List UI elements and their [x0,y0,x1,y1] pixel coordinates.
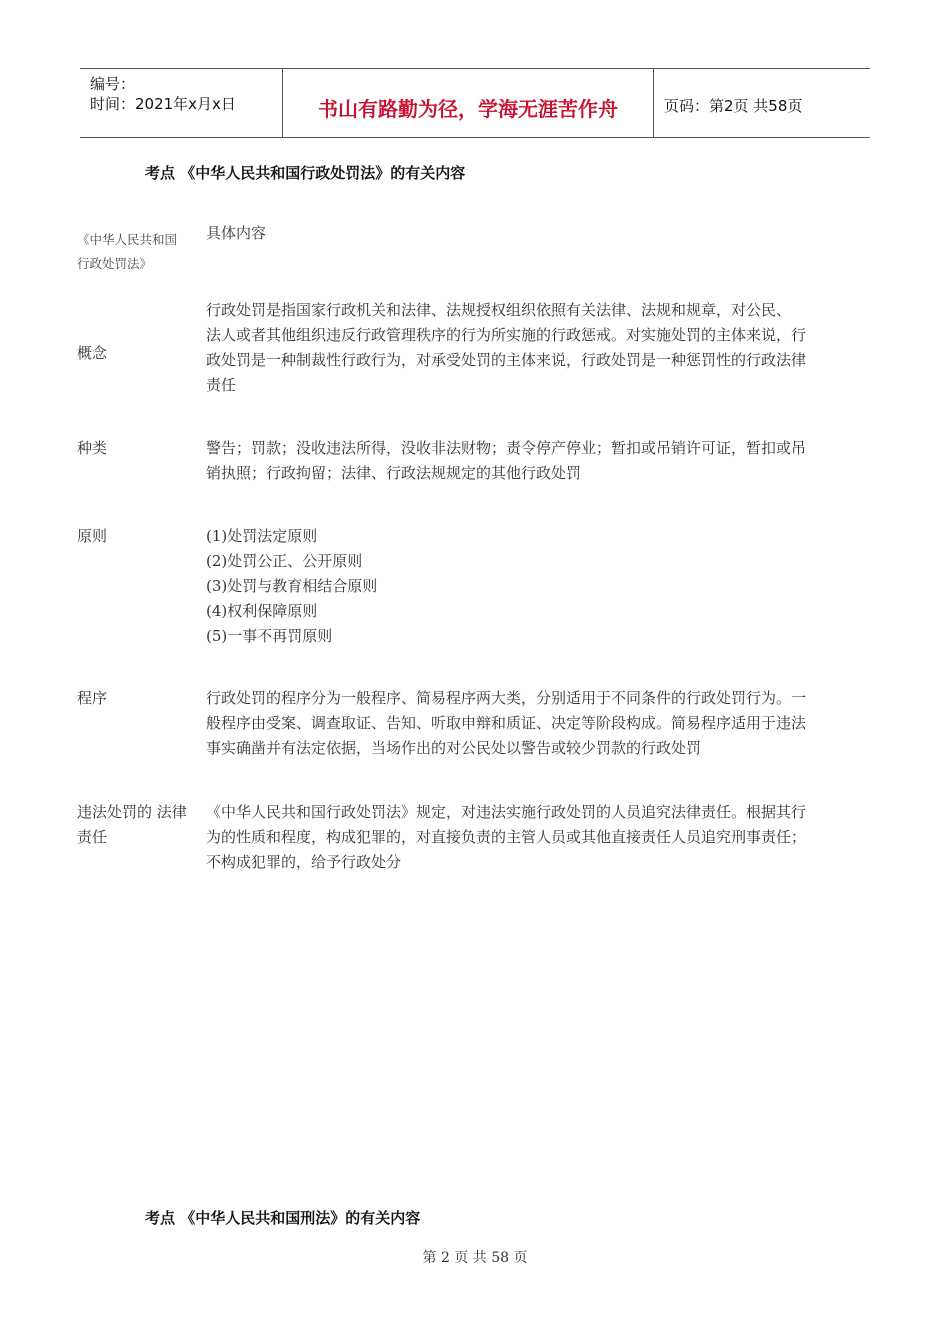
content-line: (3)处罚与教育相结合原则 [206,577,378,595]
row-label-types [77,436,107,461]
content-line: 警告；罚款；没收违法所得，没收非法财物；责令停产停业；暂扣或吊销许可证，暂扣或吊 [206,439,807,457]
row-label-line: 种类 [77,439,108,457]
section-title-criminal-law: 考点 《中华人民共和国刑法》的有关内容 [145,1209,421,1227]
row-label-line: 违法处罚的 法律 [77,803,187,821]
content-line: 行政处罚的程序分为一般程序、简易程序两大类，分别适用于不同条件的行政处罚行为。一 [206,689,807,707]
content-line: 法人或者其他组织违反行政管理秩序的行为所实施的行政惩戒。对实施处罚的主体来说，行 [206,326,807,344]
section-title-admin-penalty-law: 考点 《中华人民共和国行政处罚法》的有关内容 [145,164,466,182]
row-label-concept [77,341,107,366]
row-label-line: 责任 [77,828,108,846]
content-line: 行政处罚是指国家行政机关和法律、法规授权组织依照有关法律、法规和规章，对公民、 [206,301,792,319]
row-label-procedure [77,686,107,711]
page-header [80,68,870,138]
table-header-content: 具体内容 [206,224,267,242]
row-label-principles [77,524,107,549]
content-line: 销执照；行政拘留；法律、行政法规规定的其他行政处罚 [206,464,582,482]
header-page-info: 页码：第2页 共58页 [664,97,803,115]
content-line: (5)一事不再罚原则 [206,627,333,645]
content-line: 为的性质和程度，构成犯罪的，对直接负责的主管人员或其他直接责任人员追究刑事责任； [206,828,807,846]
content-line: 《中华人民共和国行政处罚法》规定，对违法实施行政处罚的人员追究法律责任。根据其行 [206,803,807,821]
row-content-liability [206,800,876,875]
row-label-liability [77,800,187,850]
table-header-label-line: 行政处罚法》 [77,256,153,271]
table-header-label [77,228,199,276]
content-line: 政处罚是一种制裁性行政行为，对承受处罚的主体来说，行政处罚是一种惩罚性的行政法律 [206,351,807,369]
header-meta-cell [80,69,283,137]
row-label-line: 原则 [77,527,108,545]
table-header-label-line: 《中华人民共和国 [77,232,178,247]
content-line: (1)处罚法定原则 [206,527,318,545]
document-number: 编号： [90,75,136,93]
content-line: 事实确凿并有法定依据，当场作出的对公民处以警告或较少罚款的行政处罚 [206,739,702,757]
content-line: 责任 [206,376,237,394]
row-label-line: 概念 [77,344,108,362]
document-date: 时间：2021年x月x日 [90,95,236,113]
row-content-principles [206,524,876,649]
row-label-line: 程序 [77,689,108,707]
page-footer: 第 2 页 共 58 页 [422,1250,528,1266]
row-content-procedure [206,686,876,761]
row-content-types [206,436,876,486]
header-motto: 书山有路勤为径，学海无涯苦作舟 [318,97,618,121]
content-line: (4)权利保障原则 [206,602,318,620]
header-page-cell [654,69,870,137]
header-motto-cell [283,69,654,137]
content-line: 般程序由受案、调查取证、告知、听取申辩和质证、决定等阶段构成。简易程序适用于违法 [206,714,807,732]
content-line: 不构成犯罪的，给予行政处分 [206,853,402,871]
row-content-concept [206,298,876,398]
content-line: (2)处罚公正、公开原则 [206,552,363,570]
